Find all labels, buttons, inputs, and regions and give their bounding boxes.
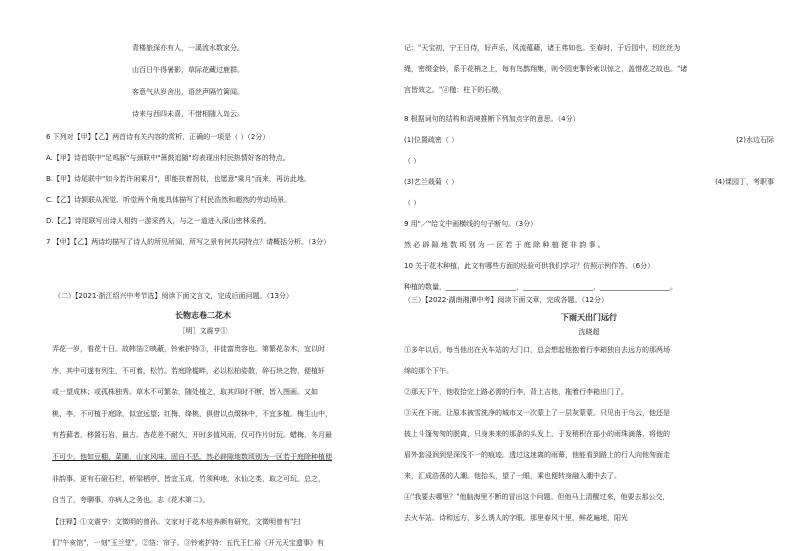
poem-line: 诗来与西四未喜，不惜相随入岛云。 <box>132 110 244 118</box>
passage-line-underlined: 不可少。他如豆棚、菜圃，山家风味，固自不恶。然必辟隙地数顷别为一区若于庭除种植便 <box>52 452 332 461</box>
article-line: ③天在下雨。让原本被雪洗净的城市又一次蒙上了一层灰蒙蒙。只见由于乌云，他还是 <box>404 409 670 417</box>
passage-line: 有苔藓者，移置石岩，最古。杏花差不耐久，开时多值风雨，仅可作片时玩。蜡梅，冬月最 <box>52 431 332 440</box>
article-line: 来，汇成浩荡的人潮。他抬头，望了一眼，乘也便转身融入潮中去了。 <box>404 472 621 480</box>
question-10-stem: 10 关于花木种植，此文有哪些方面的经验可供我们学习？仿照示例作答。（6分） <box>404 262 655 270</box>
notes-line: 绳，密缀金铃，系于花梢之上，每有鸟鹊翔集，则令园吏掣铃索以惊之，盖惜花之故也。"诸 <box>404 65 688 73</box>
article-line: ①多年以后，每当他出在火车站的大门口，总会想起他抱着行李箱独自去远方的那两场 <box>404 346 670 354</box>
passage-title: 长物志卷二花木 <box>175 310 231 320</box>
item-4-blank[interactable]: （ ） <box>404 199 421 207</box>
passage-line: 序，其中可遂有列生，不可着，松竹。若庭除槛畔，必以松柏姿散，碎石块之物，便植轩 <box>52 366 325 375</box>
question-7-stem: 7 【甲】【乙】两诗均描写了诗人的所见所闻，所写之景有何共同特点？请概括分析。（3分） <box>46 238 331 246</box>
notes-continued <box>404 44 774 107</box>
question-6-stem: 6 下列对【甲】【乙】两首诗有关内容的赏析，正确的一项是（ ）（2分） <box>46 133 270 141</box>
question-10-answer[interactable]: 种植的数量，____________________，____________________，____________________。 <box>404 283 677 291</box>
passage-body <box>52 345 374 551</box>
question-9-stem: 9 用"／"给文中画横线的句子断句。（3分） <box>404 220 538 228</box>
notes-line: 们"午亥馆"，一刻"玉兰堂"。②箔：帘子。③铃索护持：五代王仁裕《开元天宝遗事》有 <box>52 539 324 548</box>
passage-line: 弄花一岁，看花十日。故帏箔②映蔽，铃索护持③，非徒富贵容也。第繁花杂木，宜以时 <box>52 345 325 353</box>
item-3[interactable]: (3)艺兰栽菊（ ） <box>404 178 459 186</box>
notes-line: 【注释】①文震亨：文徵明的曾孙。文家对于花木培养颇有研究，文徵明曾有"扫 <box>52 517 301 526</box>
question-8-stem: 8 根据词句的结构和语境推断下列加点字的意思。（4分） <box>404 115 580 123</box>
item-4[interactable]: (4)课园丁，考职事 <box>715 178 774 186</box>
article-author: 沈晓超 <box>578 328 600 336</box>
option-c[interactable]: C.【乙】诗颔联从视觉、听觉两个角度具体描写了村民浩然和超然的劳动场景。 <box>46 196 292 204</box>
passage-line: 或一望成林；或孤株独秀。草木不可繁杂，随处植之，取其四时不断，皆入图画。又如 <box>52 388 318 397</box>
article-body <box>404 346 774 535</box>
question-8-row-2 <box>404 178 774 199</box>
question-9-sentence: 然 必 辟 隙 地 数 顷 别 为 一 区 若 于 庭 除 种 植 便 非 韵 事 。 <box>404 241 605 249</box>
passage-line: 自当了，夸聊事，亦病人之务也。志《花木第二》。 <box>52 496 210 505</box>
poem-block <box>132 44 362 132</box>
option-b[interactable]: B.【甲】诗尾联中"如今若许闲乘月"，即能扶着拐杖，也愿意"乘月"而来，再访此地。 <box>46 175 311 183</box>
left-column <box>18 0 388 551</box>
item-2-blank[interactable]: （ ） <box>404 157 421 165</box>
article-line: 披上斗篷匆匆的脱离，只身来来的那条的头发上，于发稍积在部小的雨珠滴落，将他的 <box>404 430 670 438</box>
article-line: 去火车站。诗和远方，多么诱人的字眼。那里春风十里，鲜花遍地，阳光 <box>404 514 628 522</box>
question-8 <box>404 115 774 304</box>
right-column <box>404 0 774 551</box>
article-line: ④"我要去哪里？"他脑海里不断的冒出这个问题。但他马上清醒过来，他要去那公交， <box>404 493 670 501</box>
item-2[interactable]: (2)水边石际 <box>736 136 774 144</box>
option-a[interactable]: A.【甲】诗首联中"足鸡豚"与颈联中"箫鼓追随"均表现出村民热情好客的特点。 <box>46 154 290 162</box>
notes-line: 记："天宝初，宁王日侍，好声乐，风流蕴藉，诸王弗如也。至春时，于后园中，纫丝丝为 <box>404 44 681 52</box>
option-d[interactable]: D.【乙】诗尾联写出诗人相约一游采药人，与之一道进入深山密林采药。 <box>46 217 271 225</box>
passage-line: 非韵事。更有石磴石栏，桥梁栖亭，皆宜玉成，竹须种地，水仙之类，取之可玩。总之， <box>52 474 325 483</box>
question-6 <box>46 133 381 259</box>
article-line: ②那天下午，他收拾完上路必需的行李，背上吉他，拖着行李箱出门了。 <box>404 388 628 396</box>
poem-line: 客意气从岁舍出，语丝声隔竹篱闻。 <box>132 88 244 96</box>
section-3-header: （三）【2022·湖南湘潭中考】阅读下面文章，完成各题。（12分） <box>404 296 608 304</box>
question-8-row-1 <box>404 136 774 157</box>
poem-line: 山百日午得暑影，草际花藏过鹿群。 <box>132 66 244 74</box>
section-2-header: （二）【2021·浙江绍兴中考节选】阅读下面文言文，完成后面问题。（13分） <box>54 292 293 300</box>
article-title: 下雨天出门远行 <box>561 312 617 322</box>
passage-author: ［明］文震亨① <box>178 327 228 335</box>
article-line: 眉外套浸润到是深浅不一的痕迹。透过这迷离的雨幕，他能看到路上的行人向他匆面走 <box>404 451 670 459</box>
article-line: 绵的那个下午。 <box>404 367 453 375</box>
item-1[interactable]: (1)位置疏密（ ） <box>404 136 459 144</box>
notes-line: 宫皆效之。"④楹：柱下的石墩。 <box>404 86 506 94</box>
poem-line: 青楼旅深亦有人，一溪流水数家分。 <box>132 44 244 52</box>
passage-line: 桃、李，不可植于庭除，似宜远望；红梅、绛桃，俱借以点缀林中，不宜多植。梅生山中， <box>52 409 332 418</box>
